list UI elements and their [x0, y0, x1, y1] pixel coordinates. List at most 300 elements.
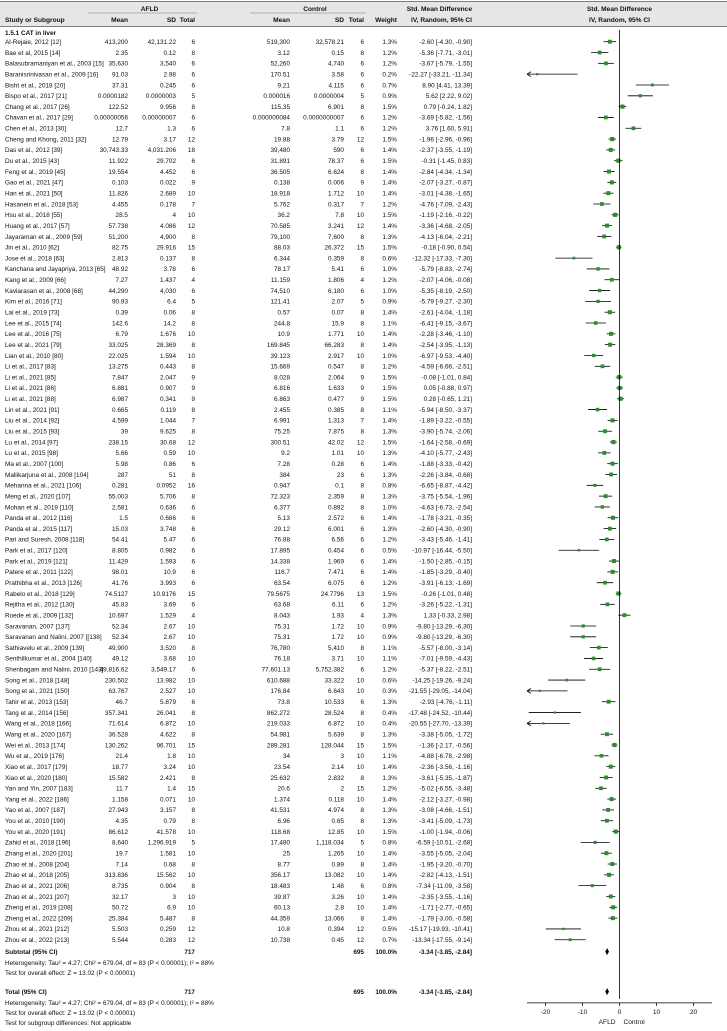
control-total: 13	[356, 590, 364, 598]
study-ci: -20.55 [-27.70, -13.39]	[408, 720, 472, 728]
control-sd: 4.974	[328, 807, 344, 815]
afld-total: 6	[191, 525, 195, 533]
afld-sd: 1.4	[167, 785, 176, 793]
afld-total: 10	[187, 352, 195, 360]
control-total: 5	[360, 839, 364, 847]
control-mean: 610.688	[266, 677, 290, 685]
control-sd: 23	[336, 471, 344, 479]
study-name: Liu et al., 2014 [92]	[5, 417, 60, 425]
control-sd: 4,740	[328, 60, 344, 68]
control-sd: 2.572	[328, 515, 344, 523]
study-name: Wang et al., 2020 [167]	[5, 731, 71, 739]
afld-sd: 15.562	[156, 872, 176, 880]
study-weight: 1.4%	[382, 850, 397, 858]
study-ci: -2.93 [-4.76, -1.11]	[419, 699, 472, 707]
afld-sd: 0.0952	[156, 482, 176, 490]
control-sd: 0.394	[328, 926, 344, 934]
study-weight: 1.2%	[382, 601, 397, 609]
study-weight: 1.4%	[382, 341, 397, 349]
study-weight: 1.4%	[382, 168, 397, 176]
study-name: Yang et al., 2022 [186]	[5, 796, 69, 804]
afld-mean: 0.0000182	[97, 93, 128, 101]
control-sd: 66.283	[324, 341, 344, 349]
control-sd: 0.892	[328, 504, 344, 512]
afld-sd: 4,900	[160, 233, 176, 241]
afld-mean: 98.01	[112, 569, 128, 577]
control-sd: 5,752.382	[315, 666, 344, 674]
column-header-plot-iv-random: IV, Random, 95% CI	[589, 17, 650, 24]
study-ci: -0.26 [-1.01, 0.48]	[421, 590, 472, 598]
study-weight: 1.4%	[382, 331, 397, 339]
column-header-control-sd: SD	[334, 17, 344, 24]
control-total: 15	[356, 244, 364, 252]
afld-sd: 0.982	[160, 547, 176, 555]
study-effect-marker	[596, 408, 600, 412]
study-name: Wang et al., 2018 [166]	[5, 720, 71, 728]
study-name: Bispo et al., 2017 [21]	[5, 93, 67, 101]
afld-mean: 35,630	[108, 60, 128, 68]
study-ci: -2.12 [-3.27, -0.98]	[419, 796, 472, 804]
control-total: 12	[356, 926, 364, 934]
study-name: Hsu et al., 2018 [55]	[5, 212, 63, 220]
control-mean: 7.8	[281, 125, 290, 133]
afld-total: 9	[191, 179, 195, 187]
study-ci: -1.96 [-2.96, -0.96]	[419, 136, 472, 144]
study-ci: -7.34 [-11.09, -3.58]	[416, 882, 472, 890]
axis-label-control: Control	[623, 1018, 645, 1026]
control-total: 6	[360, 60, 364, 68]
control-total: 8	[360, 406, 364, 414]
study-name: Pari and Suresh, 2008 [118]	[5, 536, 85, 544]
afld-total: 8	[191, 818, 195, 826]
column-header-afld-mean: Mean	[111, 17, 128, 24]
afld-mean: 21.4	[115, 753, 128, 761]
afld-total: 10	[187, 634, 195, 642]
study-effect-marker	[606, 602, 610, 606]
afld-total: 10	[187, 190, 195, 198]
control-total: 6	[360, 82, 364, 90]
study-weight: 0.4%	[382, 709, 397, 717]
control-mean: 116.7	[274, 569, 290, 577]
study-weight: 1.5%	[382, 244, 397, 252]
control-sd: 0.477	[328, 396, 344, 404]
total-afld-total: 717	[184, 988, 195, 996]
control-sd: 1.969	[328, 558, 344, 566]
afld-total: 6	[191, 536, 195, 544]
afld-sd: 2.527	[160, 688, 176, 696]
afld-sd: 1.437	[160, 277, 176, 285]
control-sd: 0.006	[328, 179, 344, 187]
control-sd: 0.1	[335, 482, 344, 490]
afld-sd: 2.67	[163, 634, 176, 642]
control-total: 8	[360, 103, 364, 111]
afld-mean: 313.836	[104, 872, 128, 880]
control-sd: 7,600	[328, 233, 344, 241]
control-total: 6	[360, 601, 364, 609]
study-ci: -1.50 [-2.85, -0.15]	[419, 558, 472, 566]
control-total: 15	[356, 785, 364, 793]
afld-total: 10	[187, 893, 195, 901]
x-axis-tick-label: 20	[689, 1008, 698, 1016]
control-mean: 118.68	[270, 828, 290, 836]
control-total: 9	[360, 179, 364, 187]
study-weight: 0.4%	[382, 720, 397, 728]
afld-sd: 1.593	[160, 558, 176, 566]
afld-sd: 6.9	[167, 904, 176, 912]
control-sd: 2.8	[335, 904, 344, 912]
study-name: Bae et al, 2015 [14]	[5, 49, 61, 57]
afld-total: 8	[191, 709, 195, 717]
control-mean: 52,260	[270, 60, 290, 68]
study-ci: -4.63 [-6.73, -2.54]	[419, 504, 472, 512]
study-effect-marker	[611, 905, 615, 909]
afld-total: 12	[187, 136, 195, 144]
afld-total: 12	[187, 439, 195, 447]
study-effect-marker	[639, 94, 642, 97]
afld-sd: 0.12	[163, 49, 176, 57]
afld-mean: 57.738	[108, 222, 128, 230]
study-weight: 0.5%	[382, 547, 397, 555]
study-effect-marker	[596, 267, 599, 270]
control-mean: 8.77	[277, 861, 290, 869]
study-ci: -1.79 [-3.00, -0.58]	[419, 915, 472, 923]
study-effect-marker	[611, 916, 615, 920]
afld-mean: 0.281	[112, 482, 128, 490]
study-ci: -3.38 [-5.05, -1.72]	[419, 731, 472, 739]
control-sd: 28.524	[324, 709, 344, 717]
study-weight: 1.3%	[382, 39, 397, 46]
control-total: 6	[360, 882, 364, 890]
afld-sd: 3	[172, 893, 176, 901]
study-effect-marker	[601, 364, 605, 368]
study-effect-marker	[606, 191, 610, 195]
afld-mean: 7.14	[115, 861, 128, 869]
study-effect-marker	[605, 538, 609, 542]
x-axis-tick-label: 10	[652, 1008, 661, 1016]
study-effect-marker	[608, 527, 612, 531]
afld-mean: 5.66	[115, 450, 128, 458]
afld-mean: 6.987	[112, 396, 128, 404]
afld-sd: 3.748	[160, 525, 176, 533]
control-sd: 6.11	[332, 601, 344, 609]
study-ci: -3.43 [-5.46, -1.41]	[419, 536, 472, 544]
control-total: 10	[356, 720, 364, 728]
control-mean: 176.84	[270, 688, 290, 696]
study-name: Kanchana and Jayapriya, 2013 [65]	[5, 266, 106, 274]
afld-mean: 7.27	[115, 277, 128, 285]
control-mean: 384	[279, 471, 290, 479]
group-header-smd-plot: Std. Mean Difference	[586, 6, 653, 13]
subtotal-ci: -3.34 [-3.85, -2.84]	[418, 948, 472, 956]
study-name: Zahid et al., 2018 [196]	[5, 839, 71, 847]
study-name: Zheng et al., 2019 [208]	[5, 904, 73, 912]
afld-total: 15	[187, 244, 195, 252]
afld-mean: 1.5	[119, 515, 128, 523]
study-weight: 0.8%	[382, 882, 397, 890]
column-header-control-total: Total	[348, 17, 364, 24]
afld-sd: 1.3	[167, 125, 176, 133]
study-name: Li et al., 2021 [88]	[5, 396, 56, 404]
study-weight: 0.9%	[382, 298, 397, 306]
afld-total: 5	[191, 839, 195, 847]
study-ci: 0.05 [-0.88, 0.97]	[423, 385, 472, 393]
subtotal-diamond	[605, 948, 609, 955]
afld-sd: 42,131.22	[147, 39, 176, 46]
study-ci: -7.01 [-9.59, -4.43]	[419, 655, 472, 663]
afld-total: 4	[191, 612, 195, 620]
afld-sd: 3,520	[160, 644, 176, 652]
afld-sd: 1.8	[167, 753, 176, 761]
control-mean: 6.96	[277, 818, 290, 826]
afld-mean: 12.79	[112, 136, 128, 144]
study-name: Zhao et al., 2008 [204]	[5, 861, 69, 869]
control-total: 8	[360, 233, 364, 241]
afld-total: 10	[187, 796, 195, 804]
control-total: 6	[360, 558, 364, 566]
study-weight: 0.8%	[382, 482, 397, 490]
study-ci: -1.85 [-3.29, -0.40]	[419, 569, 472, 577]
study-effect-marker	[611, 570, 615, 574]
afld-total: 16	[187, 482, 195, 490]
control-sd: 13.066	[324, 915, 344, 923]
control-mean: 31.891	[270, 158, 290, 166]
afld-total: 6	[191, 168, 195, 176]
study-weight: 1.1%	[382, 320, 397, 328]
control-mean: 1.374	[274, 796, 290, 804]
study-effect-marker	[610, 180, 614, 184]
study-effect-marker	[610, 862, 614, 866]
study-effect-marker	[599, 786, 603, 790]
study-name: Mohan et al., 2019 [110]	[5, 504, 74, 512]
control-sd: 2.14	[331, 763, 344, 771]
afld-total: 6	[191, 666, 195, 674]
study-name: Bisht et al., 2018 [20]	[5, 82, 66, 90]
control-sd: 1.265	[328, 850, 344, 858]
study-ci: -2.26 [-3.84, -0.68]	[419, 471, 472, 479]
afld-mean: 11.7	[116, 785, 128, 793]
afld-total: 10	[187, 753, 195, 761]
afld-mean: 11.429	[108, 558, 128, 566]
study-weight: 1.2%	[382, 201, 397, 209]
afld-mean: 49.12	[112, 655, 128, 663]
afld-total: 8	[191, 471, 195, 479]
afld-mean: 71.614	[108, 720, 128, 728]
study-effect-marker	[620, 105, 624, 109]
study-effect-marker	[604, 851, 608, 855]
study-effect-marker	[592, 657, 596, 661]
control-mean: 8.043	[274, 612, 290, 620]
total-control-total: 695	[353, 988, 364, 996]
control-total: 10	[356, 352, 364, 360]
study-effect-marker	[598, 51, 602, 55]
control-mean: 74,510	[270, 287, 290, 295]
afld-total: 6	[191, 82, 195, 90]
study-weight: 1.5%	[382, 385, 397, 393]
afld-total: 6	[191, 60, 195, 68]
afld-mean: 0.39	[115, 309, 128, 317]
afld-total: 12	[187, 222, 195, 230]
control-total: 9	[360, 396, 364, 404]
afld-sd: 96.701	[156, 742, 176, 750]
control-total: 8	[360, 915, 364, 923]
control-mean: 356.17	[270, 872, 290, 880]
control-mean: 79.5675	[266, 590, 290, 598]
control-mean: 36.505	[270, 168, 290, 176]
control-mean: 2.455	[274, 406, 290, 414]
control-mean: 219.033	[266, 720, 290, 728]
control-total: 6	[360, 287, 364, 295]
study-weight: 1.0%	[382, 352, 397, 360]
study-ci: -4.13 [-6.04, -2.21]	[419, 233, 472, 241]
control-mean: 519,300	[266, 39, 290, 46]
study-name: Zhou et al., 2021 [212]	[5, 926, 69, 934]
control-mean: 39.87	[274, 893, 290, 901]
afld-sd: 9.956	[160, 103, 176, 111]
afld-sd: 0.686	[160, 515, 176, 523]
column-header-study: Study or Subgroup	[5, 17, 65, 24]
study-weight: 0.8%	[382, 839, 397, 847]
control-mean: 15.669	[270, 363, 290, 371]
study-effect-marker	[582, 624, 585, 627]
study-name: Huang et al., 2017 [57]	[5, 222, 70, 230]
study-weight: 1.4%	[382, 460, 397, 468]
study-weight: 1.5%	[382, 439, 397, 447]
study-ci: -17.48 [-24.52, -10.44]	[408, 709, 472, 717]
study-weight: 1.5%	[382, 742, 397, 750]
study-weight: 1.5%	[382, 158, 397, 166]
study-ci: -5.94 [-8.50, -3.37]	[419, 406, 472, 414]
control-sd: 2.064	[328, 374, 344, 382]
study-name: Tang et al., 2014 [156]	[5, 709, 69, 717]
afld-total: 5	[191, 298, 195, 306]
control-sd: 0.15	[331, 49, 344, 57]
study-weight: 1.2%	[382, 666, 397, 674]
study-effect-marker	[598, 289, 601, 292]
afld-mean: 11.922	[108, 158, 128, 166]
afld-total: 8	[191, 309, 195, 317]
control-mean: 25	[282, 850, 290, 858]
afld-mean: 6.79	[115, 331, 128, 339]
afld-sd: 3.78	[163, 266, 176, 274]
study-ci: 8.90 [4.41, 13.39]	[422, 82, 472, 90]
afld-mean: 91.03	[112, 71, 128, 79]
study-weight: 1.2%	[382, 114, 397, 122]
study-name: Feng et al., 2019 [45]	[5, 168, 66, 176]
control-sd: 42.02	[328, 439, 344, 447]
study-effect-marker	[596, 300, 599, 303]
afld-total: 10	[187, 450, 195, 458]
control-total: 6	[360, 569, 364, 577]
study-weight: 0.6%	[382, 677, 397, 685]
study-name: Chavan et al., 2017 [29]	[5, 114, 73, 122]
study-weight: 1.5%	[382, 103, 397, 111]
afld-mean: 238.15	[108, 439, 128, 447]
study-ci: -3.55 [-5.05, -2.04]	[419, 850, 472, 858]
afld-sd: 1.044	[160, 417, 176, 425]
study-effect-marker	[609, 332, 613, 336]
study-ci: -15.17 [-19.93, -10.41]	[408, 926, 472, 934]
control-mean: 39,480	[270, 147, 290, 155]
study-effect-marker	[565, 679, 568, 682]
control-total: 8	[360, 320, 364, 328]
control-sd: 0.45	[331, 937, 344, 945]
afld-total: 6	[191, 71, 195, 79]
control-total: 10	[356, 677, 364, 685]
afld-total: 6	[191, 125, 195, 133]
afld-sd: 3.993	[160, 580, 176, 587]
control-total: 6	[360, 471, 364, 479]
control-mean: 75.25	[274, 428, 290, 436]
control-sd: 1.72	[331, 623, 344, 631]
study-effect-marker	[616, 591, 620, 595]
control-mean: 8.028	[274, 374, 290, 382]
study-name: Meng et al., 2020 [107]	[5, 493, 71, 501]
control-total: 12	[356, 136, 364, 144]
study-weight: 1.4%	[382, 861, 397, 869]
afld-sd: 5.706	[160, 493, 176, 501]
afld-sd: 4.086	[160, 222, 176, 230]
control-sd: 78.37	[328, 158, 344, 166]
afld-sd: 0.636	[160, 504, 176, 512]
study-name: Panda et al., 2015 [117]	[5, 525, 73, 533]
afld-total: 6	[191, 114, 195, 122]
control-total: 10	[356, 634, 364, 642]
study-ci: -5.57 [-8.00, -3.14]	[419, 644, 472, 652]
afld-sd: 1,296.919	[147, 839, 176, 847]
afld-sd: 1.594	[160, 352, 176, 360]
study-weight: 1.3%	[382, 493, 397, 501]
afld-mean: 32.17	[112, 893, 128, 901]
control-sd: 24.7796	[320, 590, 344, 598]
afld-sd: 0.283	[160, 937, 176, 945]
afld-total: 8	[191, 363, 195, 371]
control-mean: 63.68	[274, 601, 290, 609]
study-effect-marker	[608, 343, 612, 347]
afld-mean: 4.455	[112, 201, 128, 209]
study-effect-marker	[614, 829, 618, 833]
subtotal-control-total: 695	[353, 948, 364, 956]
control-sd: 0.385	[328, 406, 344, 414]
x-axis-tick-label: -20	[540, 1008, 551, 1016]
afld-sd: 29.916	[156, 244, 176, 252]
study-name: Rabelo et al., 2018 [129]	[5, 590, 75, 598]
study-effect-marker	[607, 873, 611, 877]
afld-sd: 5.879	[160, 699, 176, 707]
control-mean: 6.863	[274, 396, 290, 404]
control-total: 4	[360, 277, 364, 285]
study-weight: 1.4%	[382, 147, 397, 155]
afld-mean: 15.03	[112, 525, 128, 533]
afld-total: 8	[191, 807, 195, 815]
afld-sd: 2.689	[160, 190, 176, 198]
study-weight: 0.2%	[382, 71, 397, 79]
control-total: 8	[360, 482, 364, 490]
study-ci: -4.76 [-7.09, -2.43]	[419, 201, 472, 209]
control-sd: 1.48	[331, 882, 344, 890]
control-sd: 0.65	[331, 818, 344, 826]
control-mean: 76.88	[274, 536, 290, 544]
afld-total: 8	[191, 428, 195, 436]
study-name: Panda et al., 2012 [116]	[5, 515, 73, 523]
control-total: 8	[360, 49, 364, 57]
afld-total: 8	[191, 255, 195, 263]
afld-total: 6	[191, 547, 195, 555]
study-ci: -0.08 [-1.01, 0.84]	[421, 374, 472, 382]
study-ci: -2.28 [-3.46, -1.10]	[419, 331, 472, 339]
total-weight: 100.0%	[375, 988, 397, 996]
subtotal-heterogeneity: Heterogeneity: Tau² = 4.27; Chi² = 679.04, df = 83 (P < 0.00001); I² = 88%	[5, 959, 214, 967]
afld-total: 8	[191, 882, 195, 890]
